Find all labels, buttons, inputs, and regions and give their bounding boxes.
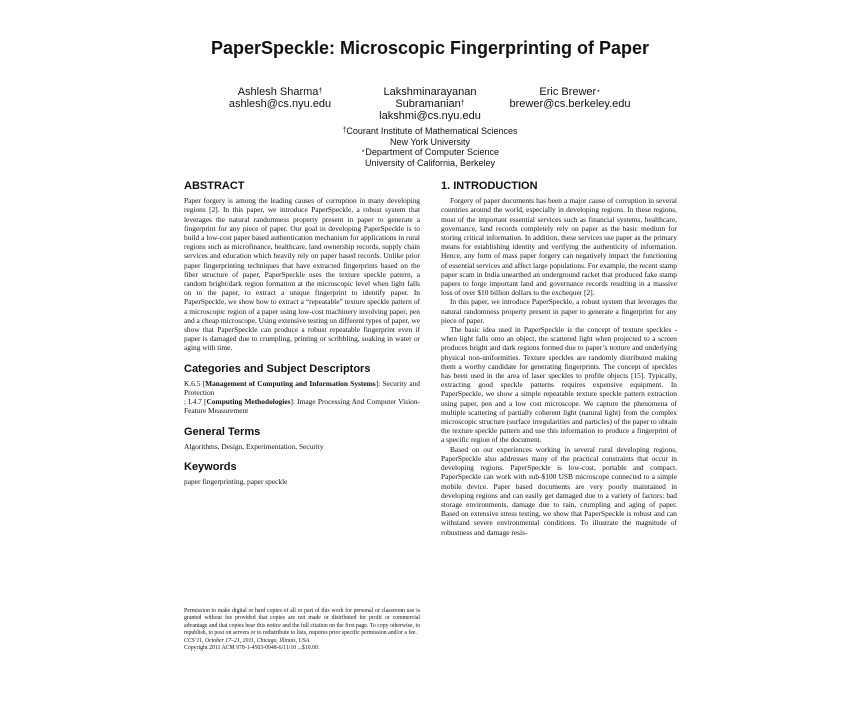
- author-2-name-line2: Subramanian: [395, 98, 461, 110]
- permission-footnote: [184, 608, 420, 652]
- affiliation-line: ⋆Department of Computer Science: [361, 147, 499, 157]
- intro-paragraph: Forgery of paper documents has been a major cause of corruption in several countries around the world, especially in developing regions. In these regions, most of the important essential services such as financial systems, healthcare, governance, land records completely rely on paper as the basic medium for storing critical information. In addition, these services use paper as the primary means for establishing identity and verifying the authenticity of information. Hence, any form of mass paper forgery can negatively impact the functioning of essential services and affect large populations. For example, the recent stamp paper scam in India unearthed an underground racket that produced fake stamp papers to forge important land and governance records resulting in a massive loss of over $10 billion dollars to the exchequer [2].: [441, 196, 677, 298]
- author-1-name: Ashlesh Sharma: [237, 86, 319, 98]
- author-2: [360, 86, 500, 122]
- introduction-heading: 1. INTRODUCTION: [441, 180, 538, 192]
- paper-title: PaperSpeckle: Microscopic Fingerprinting of Paper: [210, 38, 650, 58]
- keywords-heading: Keywords: [184, 461, 237, 474]
- categories-section: [184, 362, 420, 416]
- author-2-name-line1: Lakshminarayanan: [383, 86, 477, 98]
- right-column: [441, 182, 677, 537]
- author-1-email: ashlesh@cs.nyu.edu: [228, 98, 332, 110]
- affiliation-line: New York University: [389, 136, 471, 147]
- affiliation-line: †Courant Institute of Mathematical Sciences: [342, 126, 518, 136]
- general-terms-section: [184, 425, 420, 451]
- intro-paragraph: The basic idea used in PaperSpeckle is the concept of texture speckles - when light falls onto an object, the scattered light when projected to a screen produces bright and dark regions formed due to paper’s texture and underlying physical non-uniformities. Texture speckles are randomly distributed making them a worthy candidate for generating fingerprints. The concept of speckles has been used in the area of laser speckles to profile objects [15]. Typically, extracting good speckle patterns requires expensive equipment. In PaperSpeckle, we show a simple repeatable texture speckle pattern extraction using paper, pen and a low cost microscope. We capture the phenomena of multiple scattering of partially coherent light (natural light) from the complex microscopic structure (surface irregularities and particles) of the paper to obtain the texture speckle pattern and use this information to produce a fingerprint of a specific region of the document.: [441, 325, 677, 445]
- intro-paragraph: Based on our experiences working in several rural developing regions, PaperSpeckle also addresses many of the practical constraints that occur in developing regions. PaperSpeckle is low-cost, portable and compact. PaperSpeckle can work with sub-$100 USB microscope connected to a simple mobile device. Paper based documents are very poorly maintained in developing regions and can easily get damaged due to a variety of factors: bad storage environments, damage due to rain, crumpling and aging of paper. Based on extensive stress testing, we show that PaperSpeckle is robust and can withstand severe environmental conditions. To illustrate the magnitude of robustness and damage resis-: [441, 444, 677, 537]
- categories-heading: Categories and Subject Descriptors: [184, 362, 371, 375]
- author-3-name: Eric Brewer: [539, 86, 597, 98]
- footnote-copyright: Copyright 2011 ACM 978-1-4503-0948-6/11/10 ...$10.00.: [184, 645, 320, 652]
- footnote-text: Permission to make digital or hard copies of all or part of this work for personal or classroom use is granted without fee provided that copies are not made or distributed for profit or commercial advantage and that copies bear this notice and the full citation on the first page. To copy otherwise, to republish, to post on servers or to redistribute to lists, requires prior specific permission and/or a fee.: [184, 608, 420, 637]
- author-2-mark: †: [460, 100, 465, 107]
- abstract-text: Paper forgery is among the leading causes of corruption in many developing regions [2]. In this paper, we introduce PaperSpeckle, a robust system that leverages the natural randomness property present in paper to generate a fingerprint for any piece of paper. Our goal in developing PaperSpeckle is to build a low-cost paper based authentication mechanism for applications in rural regions such as microfinance, healthcare, land ownership records, supply chain services and education which heavily rely on paper based records. Unlike prior paper fingerprinting techniques that have extracted fingerprints based on the fiber structure of paper, PaperSpeckle uses the texture speckle pattern, a random bright/dark region formation at the microscopic level when light falls on to the paper, to extract a unique fingerprint to identify paper. In PaperSpeckle, we show how to extract a “repeatable” texture speckle pattern of a microscopic region of a paper using low-cost machinery involving paper, pen and a cheap microscope. Using extensive testing on different types of paper, we show that PaperSpeckle can produce a robust repeatable fingerprint even if paper is damaged due to crumpling, printing or scribbling, soaking in water or aging with time.: [184, 196, 420, 353]
- affiliations: [0, 126, 860, 168]
- abstract-heading: ABSTRACT: [184, 180, 245, 192]
- general-terms-heading: General Terms: [184, 425, 261, 438]
- author-3-email: brewer@cs.berkeley.edu: [509, 98, 631, 110]
- keywords-section: [184, 463, 420, 486]
- author-1-mark: †: [318, 88, 323, 95]
- author-1: [215, 86, 345, 110]
- left-column: [184, 182, 420, 486]
- categories-text: K.6.5 [Management of Computing and Information Systems]: Security and Protection ; I.4.7 [Computing Methodologies]: Image Processing And Computer Vision-Feature Measurement: [184, 378, 420, 416]
- author-2-email: lakshmi@cs.nyu.edu: [379, 110, 481, 122]
- author-3-mark: ⋆: [596, 88, 601, 95]
- general-terms-text: Algorithms, Design, Experimentation, Security: [184, 441, 324, 451]
- keywords-text: paper fingerprinting, paper speckle: [184, 477, 288, 487]
- intro-paragraph: In this paper, we introduce PaperSpeckle, a robust system that leverages the natural randomness property present in paper to generate a fingerprint for any piece of paper.: [441, 297, 677, 325]
- footnote-venue: CCS’11, October 17–21, 2011, Chicago, Illinois, USA.: [184, 637, 311, 644]
- author-3: [500, 86, 640, 110]
- affiliation-line: University of California, Berkeley: [364, 157, 496, 168]
